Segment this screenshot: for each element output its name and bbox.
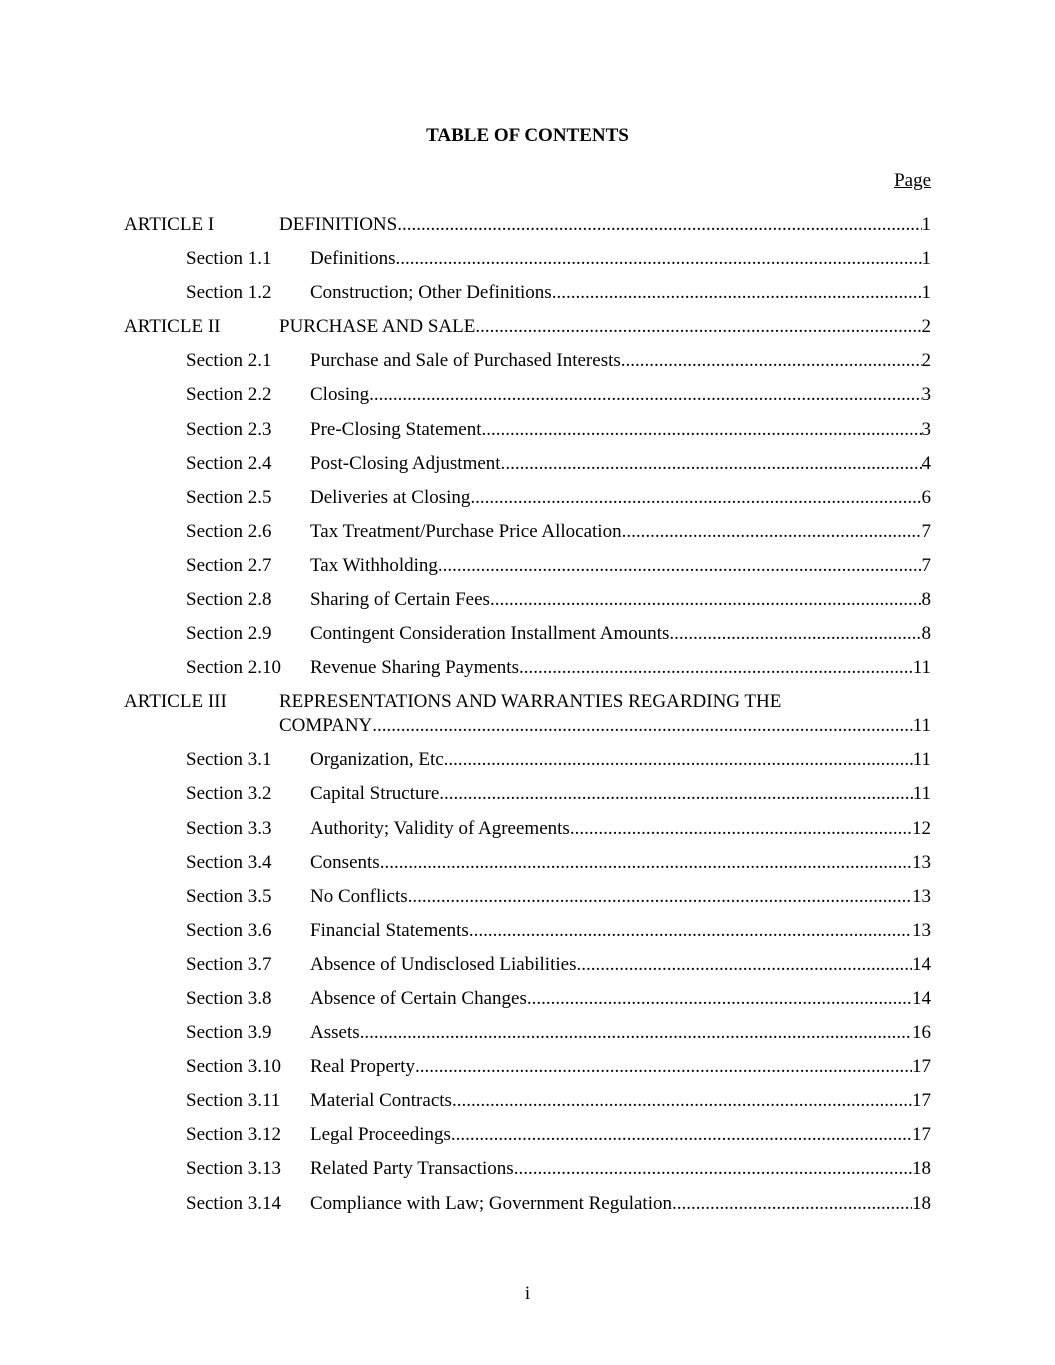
toc-entry-line bbox=[310, 1192, 931, 1216]
section-title: Deliveries at Closing bbox=[310, 486, 471, 508]
toc-title: TABLE OF CONTENTS bbox=[426, 125, 629, 146]
article-title: PURCHASE AND SALE bbox=[279, 316, 476, 338]
section-number: Section 3.3 bbox=[186, 817, 272, 839]
section-number: Section 3.14 bbox=[186, 1192, 281, 1214]
section-number: Section 2.8 bbox=[186, 589, 272, 611]
page-number: 1 bbox=[921, 214, 931, 235]
toc-entry-line bbox=[310, 817, 931, 841]
page-number: 17 bbox=[912, 1124, 931, 1146]
dot-leader bbox=[552, 281, 922, 305]
section-number: Section 3.7 bbox=[186, 953, 272, 975]
toc-article-entry[interactable] bbox=[124, 315, 931, 349]
footer-page-number: i bbox=[524, 1283, 531, 1304]
section-number: Section 1.1 bbox=[186, 248, 272, 270]
page-number: 7 bbox=[921, 554, 931, 576]
page-number: 18 bbox=[912, 1192, 931, 1214]
toc-entry-line bbox=[310, 1021, 931, 1045]
article-title: COMPANY bbox=[279, 715, 373, 737]
page-number: 11 bbox=[912, 783, 931, 805]
section-number: Section 3.8 bbox=[186, 987, 272, 1009]
toc-entry-line bbox=[310, 656, 931, 680]
dot-leader bbox=[527, 987, 912, 1011]
section-title: Purchase and Sale of Purchased Interests bbox=[310, 350, 621, 372]
toc-section-entry[interactable] bbox=[124, 851, 931, 885]
dot-leader bbox=[380, 851, 912, 875]
section-number: Section 3.1 bbox=[186, 749, 272, 771]
section-number: Section 3.6 bbox=[186, 919, 272, 941]
toc-entry-line bbox=[310, 486, 931, 510]
section-title: Real Property bbox=[310, 1056, 416, 1078]
page-number: 2 bbox=[921, 316, 931, 338]
toc-entry-line bbox=[310, 452, 931, 476]
toc-section-entry[interactable] bbox=[124, 782, 931, 816]
dot-leader bbox=[444, 748, 913, 772]
article-number: ARTICLE III bbox=[124, 691, 227, 713]
toc-section-entry[interactable] bbox=[124, 418, 931, 452]
section-title: Organization, Etc bbox=[310, 749, 444, 771]
page-number: 17 bbox=[912, 1090, 931, 1112]
page-number: 18 bbox=[912, 1158, 931, 1180]
page-number: 13 bbox=[912, 919, 931, 941]
toc-entry-line bbox=[310, 1157, 931, 1181]
toc-entry-line bbox=[310, 885, 931, 909]
toc-entry-line bbox=[310, 953, 931, 977]
dot-leader bbox=[369, 383, 921, 407]
page-number: 1 bbox=[921, 282, 931, 304]
toc-entry-line bbox=[310, 349, 931, 373]
section-title: Related Party Transactions bbox=[310, 1158, 514, 1180]
toc-section-entry[interactable] bbox=[124, 452, 931, 486]
page-number: 7 bbox=[921, 520, 931, 542]
section-number: Section 3.2 bbox=[186, 783, 272, 805]
dot-leader bbox=[482, 418, 922, 442]
toc-section-entry[interactable] bbox=[124, 588, 931, 622]
article-number: ARTICLE II bbox=[124, 316, 221, 338]
toc-section-entry[interactable] bbox=[124, 1089, 931, 1123]
dot-leader bbox=[570, 817, 912, 841]
section-number: Section 2.4 bbox=[186, 452, 272, 474]
dot-leader bbox=[439, 782, 912, 806]
page-number: 16 bbox=[912, 1022, 931, 1044]
section-title: Revenue Sharing Payments bbox=[310, 657, 519, 679]
dot-leader bbox=[360, 1021, 912, 1045]
section-number: Section 2.7 bbox=[186, 554, 272, 576]
toc-section-entry[interactable] bbox=[124, 885, 931, 919]
dot-leader bbox=[490, 588, 922, 612]
toc-section-entry[interactable] bbox=[124, 349, 931, 383]
toc-entry-line bbox=[310, 1089, 931, 1113]
toc-article-entry[interactable] bbox=[124, 213, 931, 247]
section-title: Consents bbox=[310, 851, 380, 873]
section-title: Material Contracts bbox=[310, 1090, 452, 1112]
toc-section-entry[interactable] bbox=[124, 1055, 931, 1089]
section-number: Section 2.10 bbox=[186, 657, 281, 679]
page-column-header: Page bbox=[894, 170, 931, 191]
section-number: Section 3.5 bbox=[186, 885, 272, 907]
dot-leader bbox=[672, 1192, 912, 1216]
toc-section-entry[interactable] bbox=[124, 281, 931, 315]
toc-section-entry[interactable] bbox=[124, 987, 931, 1021]
page-number: 3 bbox=[921, 418, 931, 440]
section-number: Section 3.12 bbox=[186, 1124, 281, 1146]
section-title: Contingent Consideration Installment Amounts bbox=[310, 623, 670, 645]
toc-section-entry[interactable] bbox=[124, 953, 931, 987]
article-title: DEFINITIONS bbox=[279, 214, 398, 235]
page-number: 4 bbox=[921, 452, 931, 474]
toc-entry-line bbox=[279, 714, 931, 738]
section-title: Post-Closing Adjustment. bbox=[310, 452, 506, 474]
toc-section-entry[interactable] bbox=[124, 817, 931, 851]
section-number: Section 2.1 bbox=[186, 350, 272, 372]
toc-section-entry[interactable] bbox=[124, 656, 931, 690]
dot-leader bbox=[372, 714, 912, 738]
section-title: Construction; Other Definitions bbox=[310, 282, 552, 304]
dot-leader bbox=[415, 1055, 912, 1079]
toc-entry-line bbox=[310, 247, 931, 271]
page-number: 11 bbox=[912, 749, 931, 771]
toc-section-entry[interactable] bbox=[124, 520, 931, 554]
section-title: Closing bbox=[310, 384, 370, 406]
page-number: 11 bbox=[912, 715, 931, 737]
page-number: 6 bbox=[921, 486, 931, 508]
section-number: Section 2.3 bbox=[186, 418, 272, 440]
page-number: 13 bbox=[912, 885, 931, 907]
toc-entry-line bbox=[279, 315, 931, 339]
page-number: 8 bbox=[921, 589, 931, 611]
section-title: Pre-Closing Statement bbox=[310, 418, 482, 440]
toc-section-entry[interactable] bbox=[124, 1192, 931, 1226]
section-title: Capital Structure bbox=[310, 783, 440, 805]
toc-section-entry[interactable] bbox=[124, 748, 931, 782]
section-number: Section 3.4 bbox=[186, 851, 272, 873]
page-number: 14 bbox=[912, 953, 931, 975]
toc-section-entry[interactable] bbox=[124, 383, 931, 417]
section-number: Section 2.2 bbox=[186, 384, 272, 406]
dot-leader bbox=[396, 247, 922, 271]
section-number: Section 1.2 bbox=[186, 282, 272, 304]
dot-leader bbox=[514, 1157, 912, 1181]
section-title: Authority; Validity of Agreements bbox=[310, 817, 570, 839]
toc-entry-line bbox=[310, 851, 931, 875]
toc-entry-line bbox=[310, 782, 931, 806]
toc-entry-line bbox=[310, 281, 931, 305]
toc-section-entry[interactable] bbox=[124, 554, 931, 588]
dot-leader bbox=[505, 452, 921, 476]
toc-entry-line bbox=[310, 588, 931, 612]
dot-leader bbox=[669, 622, 921, 646]
toc-section-entry[interactable] bbox=[124, 247, 931, 281]
toc-section-entry[interactable] bbox=[124, 919, 931, 953]
section-title: No Conflicts bbox=[310, 885, 408, 907]
section-title: Legal Proceedings bbox=[310, 1124, 451, 1146]
section-title: Tax Treatment/Purchase Price Allocation bbox=[310, 520, 622, 542]
dot-leader bbox=[408, 885, 912, 909]
page-number: 17 bbox=[912, 1056, 931, 1078]
page-number: 1 bbox=[921, 248, 931, 270]
toc-entry-line bbox=[310, 520, 931, 544]
dot-leader bbox=[438, 554, 922, 578]
toc-entry-line bbox=[310, 554, 931, 578]
toc-entry-line bbox=[310, 622, 931, 646]
toc-article-entry[interactable] bbox=[124, 690, 931, 748]
section-title: Sharing of Certain Fees bbox=[310, 589, 490, 611]
section-number: Section 3.9 bbox=[186, 1022, 272, 1044]
page-number: 13 bbox=[912, 851, 931, 873]
page-number: 11 bbox=[912, 657, 931, 679]
section-title: Absence of Undisclosed Liabilities bbox=[310, 953, 577, 975]
dot-leader bbox=[576, 953, 912, 977]
toc-list bbox=[124, 213, 931, 1226]
toc-section-entry[interactable] bbox=[124, 1157, 931, 1191]
section-title: Compliance with Law; Government Regulation bbox=[310, 1192, 672, 1214]
section-title: Definitions bbox=[310, 248, 396, 270]
toc-entry-line bbox=[310, 383, 931, 407]
toc-entry-line bbox=[310, 1123, 931, 1147]
dot-leader bbox=[621, 349, 922, 373]
section-number: Section 3.10 bbox=[186, 1056, 281, 1078]
article-number: ARTICLE I bbox=[124, 214, 215, 235]
section-number: Section 2.6 bbox=[186, 520, 272, 542]
page-number: 12 bbox=[912, 817, 931, 839]
section-number: Section 3.11 bbox=[186, 1090, 281, 1112]
section-title: Financial Statements bbox=[310, 919, 469, 941]
section-number: Section 2.9 bbox=[186, 623, 272, 645]
dot-leader bbox=[470, 486, 921, 510]
dot-leader bbox=[475, 315, 921, 339]
dot-leader bbox=[469, 919, 912, 943]
toc-entry-line bbox=[310, 748, 931, 772]
toc-entry-line bbox=[310, 1055, 931, 1079]
page-number: 14 bbox=[912, 987, 931, 1009]
section-title: Absence of Certain Changes bbox=[310, 987, 527, 1009]
section-number: Section 3.13 bbox=[186, 1158, 281, 1180]
dot-leader bbox=[519, 656, 913, 680]
section-title: Assets bbox=[310, 1022, 360, 1044]
page-number: 2 bbox=[921, 350, 931, 372]
toc-entry-line bbox=[310, 987, 931, 1011]
dot-leader bbox=[451, 1123, 912, 1147]
toc-section-entry[interactable] bbox=[124, 1123, 931, 1157]
toc-entry-line bbox=[279, 213, 931, 237]
dot-leader bbox=[622, 520, 922, 544]
toc-entry-line bbox=[310, 919, 931, 943]
toc-entry-line bbox=[310, 418, 931, 442]
toc-section-entry[interactable] bbox=[124, 1021, 931, 1055]
section-number: Section 2.5 bbox=[186, 486, 272, 508]
toc-section-entry[interactable] bbox=[124, 622, 931, 656]
toc-section-entry[interactable] bbox=[124, 486, 931, 520]
page-number: 8 bbox=[921, 623, 931, 645]
section-title: Tax Withholding bbox=[310, 554, 438, 576]
page-number: 3 bbox=[921, 384, 931, 406]
article-title-line1: REPRESENTATIONS AND WARRANTIES REGARDING THE bbox=[279, 691, 782, 713]
dot-leader bbox=[452, 1089, 912, 1113]
dot-leader bbox=[397, 213, 921, 237]
